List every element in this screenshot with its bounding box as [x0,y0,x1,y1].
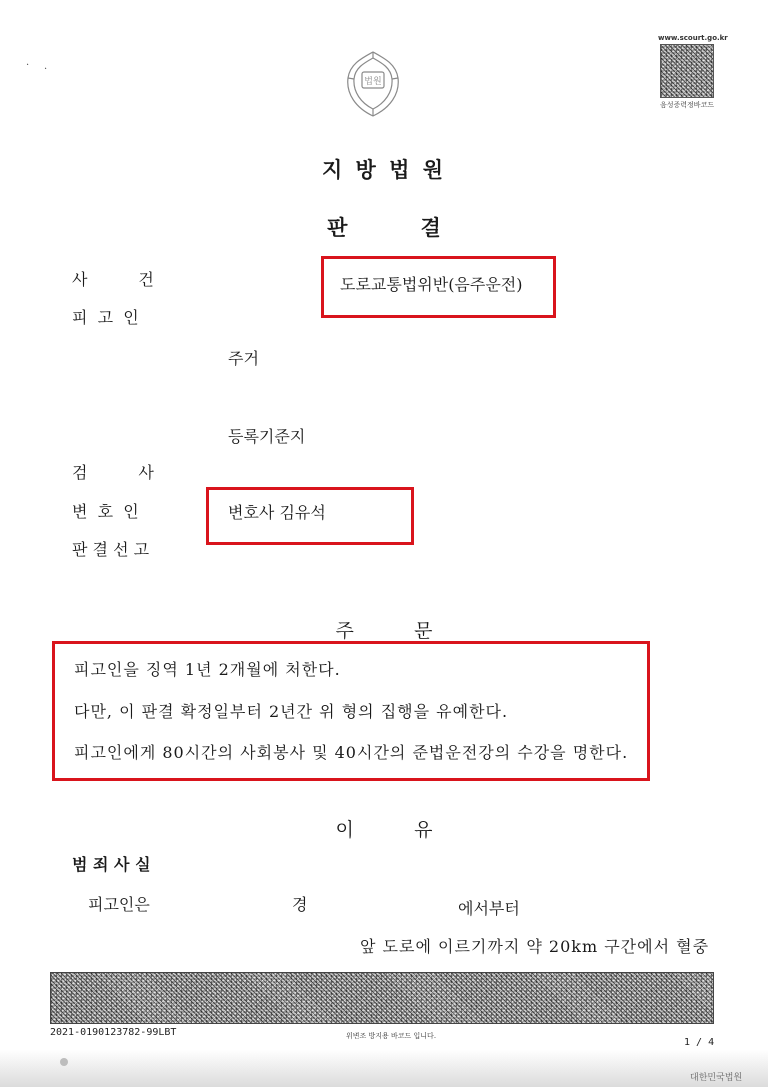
stray-mark: · [26,60,30,71]
counsel-value: 변호사 김유석 [228,503,326,522]
court-seal-icon [344,48,402,120]
prosecutor-label: 검 사 [72,463,154,482]
footer-band [0,1050,768,1087]
reasons-heading: 이 유 [335,819,433,841]
case-value: 도로교통법위반(음주운전) [340,275,523,294]
facts-line-1-end: 에서부터 [458,899,520,918]
ruling-line-3: 피고인에게 80시간의 사회봉사 및 40시간의 준법운전강의 수강을 명한다. [74,743,629,762]
qr-caption: 음성증력정바코드 [660,101,715,109]
registration-label: 등록기준지 [228,427,306,446]
ruling-line-2: 다만, 이 판결 확정일부터 2년간 위 형의 집행을 유예한다. [74,702,509,721]
case-label: 사 건 [72,270,154,289]
document-title: 판 결 [327,215,441,240]
ruling-line-1: 피고인을 징역 1년 2개월에 처한다. [74,660,341,679]
counsel-label: 변 호 인 [72,502,139,521]
barcode-note: 위변조 방지용 바코드 입니다. [346,1032,437,1040]
page-number: 1 / 4 [684,1037,715,1048]
stray-mark: · [44,64,48,75]
document-code: 2021-0190123782-99LBT [50,1027,177,1038]
sentencing-label: 판 결 선 고 [72,540,150,559]
qr-url: www.scourt.go.kr [658,34,728,42]
issuer-label: 대한민국법원 [690,1073,743,1083]
facts-line-1-start: 피고인은 [88,895,150,914]
ruling-heading: 주 문 [335,620,433,642]
footer-dot-icon [60,1058,68,1066]
court-name: 지 방 법 원 [321,157,447,182]
facts-line-2: 앞 도로에 이르기까지 약 20km 구간에서 혈중 [360,937,710,956]
defendant-label: 피 고 인 [72,308,139,327]
residence-label: 주거 [228,349,259,368]
seal-text: 법원 [364,77,382,87]
facts-label: 범 죄 사 실 [72,855,151,874]
anti-forgery-barcode [50,972,714,1024]
qr-code [660,44,714,98]
facts-line-1-mid: 경 [292,895,308,914]
